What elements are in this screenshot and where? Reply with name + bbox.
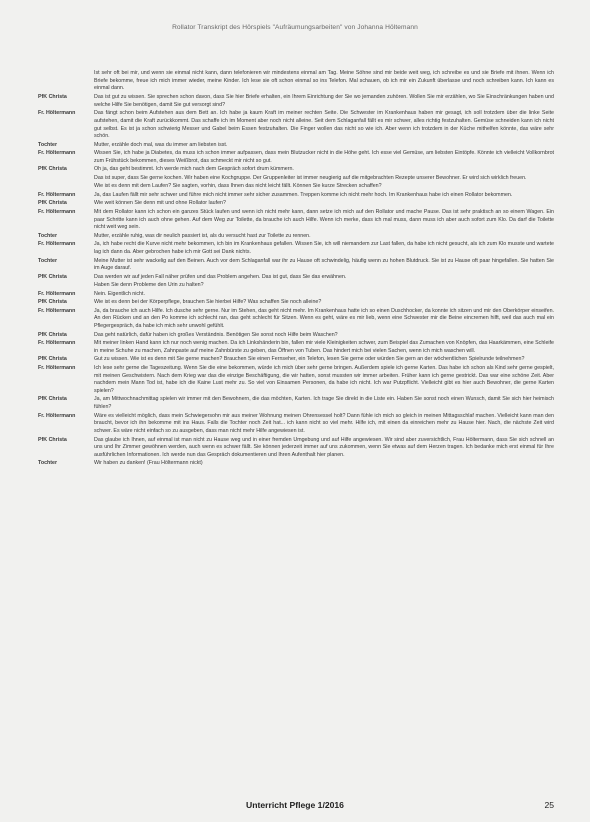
transcript-row [38,437,554,460]
utterance-text: Ja, da brauche ich auch Hilfe. Ich dusche sehr gerne. Nur im Stehen, das geht nicht mehr. Im Krankenhaus hatte ich so einen Duschhocker, da konnte ich sitzen und mir den Oberkörper einseifen. An den Rücken und an den Po komme ich schlecht ran, das geht schlecht für Sitzen. Wenn es geht, wäre es mir lieb, wenn eine Schwester mir die Beine eincremen hilft, weil das auch mal ein Pflegergespräch, da habe ich mich sehr unwohl gefühlt. [94,307,554,330]
utterance-text: Meine Mutter ist sehr wackelig auf den Beinen. Auch vor dem Schlaganfall war ihr zu Hause oft schwindelig, häufig wenn zu hohen Blutdruck. Sie ist zu Hause oft paar hingefallen. Sie hatten Sie im Auge darauf. [94,257,554,272]
speaker-label: Fr. Höltermann [38,307,76,314]
transcript-row [38,241,554,256]
transcript [38,70,554,469]
utterance-text: Wie ist es denn mit dem Laufen? Sie sagten, vorhin, dass Ihnen das nicht leicht fällt. Können Sie kurze Strecken schaffen? [94,183,382,190]
footer-title: Unterricht Pflege 1/2016 [246,800,344,810]
utterance-text: Haben Sie denn Probleme den Urin zu halten? [94,282,204,289]
utterance-text: Ist sehr oft bei mir, und wenn sie einmal nicht kann, dann telefonieren wir mindestens einmal am Tag. Meine Söhne sind mir beide weit weg, ich schreibe es und sie Briefe mit ihnen. Wenn ich Briefe bekomme, freue ich mich immer wieder, meine Kinder. Ich lese sie oft schon einmal so ins Telefon. Mal schauen, ob ich mir ein Zukunft überlasse und noch schreiben kann. Ich kann es einmal dann. [94,70,554,92]
transcript-row [38,308,554,331]
utterance-text: Oh ja, das geht bestimmt. Ich werde mich nach dem Gespräch sofort drum kümmern. [94,166,294,173]
utterance-text: Nein. Eigentlich nicht. [94,290,145,297]
speaker-label: PfK Christa [38,356,67,363]
transcript-row [38,274,554,282]
utterance-text: Das fängt schon beim Aufstehen aus dem Bett an. Ich habe ja kaum Kraft im meiner rechten Seite. Die Schwester im Krankenhaus haben mir gesagt, ich soll trotzdem über die linke Seite aufstehen, damit die Kraft zurückkommt. Das schaffe ich im Moment aber noch nicht alleine. Seit dem Schlaganfall fällt es mir schwer, alles richtig festzuhalten. Gemüse schneiden kann ich nicht gut selbst. Es ist ja schon schwierig Messer und Gabel beim Essen festzuhalten. Die Finger wollen das nicht so wie ich. Aber wenn ich trotzdem in der Küche mithelfen könnte, das wäre sehr schön. [94,110,554,140]
transcript-row [38,192,554,200]
utterance-text: Ja, ich habe recht die Kurve nicht mehr bekommen, ich bin im Krankenhaus gefallen. Wissen Sie, ich will niemandem zur Last fallen, da habe ich nicht gesucht, als ich zum Klo musste und wartete lag ich dann da. Aber gebrochen habe ich mir Gott sei Dank nichts. [94,241,554,256]
transcript-row [38,183,554,191]
speaker-label: PfK Christa [38,273,67,280]
speaker-label: Tochter [38,141,58,148]
speaker-label: Fr. Höltermann [38,191,76,198]
utterance-text: Das glaube ich Ihnen, auf einmal ist man nicht zu Hause weg und in einer fremden Umgebung und auf Hilfe angewiesen. Wir sind aber zuversichtlich, Frau Höltermann, dass Sie sich schnell an uns und Ihr Zimmer gewöhnen werden, auch wenn es schwer fällt. Sie können jederzeit immer auf uns zukommen, wenn Sie etwas auf dem Herzen tragen. Ich bedanke mich erst einmal für Ihre ausführlichen Informationen. Ich werde nun das Gespräch dokumentieren und Ihren Aufenthalt hier planen. [94,436,554,458]
speaker-label: PfK Christa [38,200,67,207]
running-header: Rollator Transkript des Hörspiels "Aufräumungsarbeiten" von Johanna Höltemann [172,24,418,31]
speaker-label: Fr. Höltermann [38,412,76,419]
speaker-label: PfK Christa [38,93,67,100]
transcript-row [38,332,554,340]
speaker-label: Tochter [38,257,58,264]
utterance-text: Ich lese sehr gerne die Tageszeitung. Wenn Sie die eine bekommen, würde ich mich über sehr gerne bringen. Außerdem spiele ich gerne Karten. Das habe ich schon als Kind sehr gerne gespielt, mit meinen Geschwistern. Nach dem Krieg war das die einzige Beschäftigung, die wir hatten, sonst mussten wir immer arbeiten. Früher kann ich gerne gestrickt. Das war eine schöne Zeit. Aber nachdem mein Mann Tod ist, habe ich die Kaine Lust mehr zu. So viel von Einsamen Personen, da habe ich nicht. Ich war Putzpflicht. Vielleicht gibt es hier auch Bewohner, die gerne Karten spielen? [94,364,554,394]
speaker-label: Fr. Höltermann [38,208,76,215]
speaker-label: PfK Christa [38,331,67,338]
speaker-label: Tochter [38,460,58,467]
speaker-label: Fr. Höltermann [38,241,76,248]
transcript-row [38,356,554,364]
utterance-text: Wie ist es denn bei der Körperpflege, brauchen Sie hierbei Hilfe? Was schaffen Sie noch alleine? [94,299,322,306]
speaker-label: Tochter [38,232,58,239]
transcript-row [38,70,554,93]
transcript-row [38,460,554,468]
utterance-text: Mutter, erzähle ruhig, was dir neulich passiert ist, als du versucht hast zur Toilette zu rennen. [94,232,311,239]
transcript-row [38,209,554,232]
utterance-text: Ja, am Mittwochnachmittag spielen wir immer mit den Bewohnern, die das möchten, Karten. Ich trage Sie direkt in die Liste ein. Haben Sie sonst noch einen Wunsch, damit Sie sich hier heimisch fühlen? [94,396,554,411]
transcript-row [38,299,554,307]
speaker-label: Fr. Höltermann [38,364,76,371]
speaker-label: PfK Christa [38,396,67,403]
utterance-text: Wir haben zu danken! (Frau Höltermann nickt) [94,460,203,467]
transcript-row [38,110,554,141]
transcript-row [38,340,554,355]
speaker-label: Fr. Höltermann [38,290,76,297]
page-number: 25 [544,800,554,810]
page-footer [0,800,590,814]
utterance-text: Mutter, erzähle doch mal, was du immer am liebsten isst. [94,141,228,148]
transcript-row [38,413,554,436]
utterance-text: Mit dem Rollator kann ich schon ein ganzes Stück laufen und wenn ich nicht mehr kann, dann setze ich mich auf den Rollator und mache Pause. Das ist sehr praktisch an so einem Wagen. Ein paar Schritte kann ich auch ohne gehen. Auf dem Weg zur Toilette, da brauche ich auch Hilfe. Wenn ich merke, dass ich mal muss, dann muss ich aber auch sofort zum Klo. Da darf die Toilette nicht weit weg sein. [94,208,554,231]
transcript-row [38,166,554,174]
speaker-label: PfK Christa [38,166,67,173]
transcript-row [38,142,554,150]
utterance-text: Wäre es vielleicht möglich, dass mein Schwiegersohn mir aus meiner Wohnung meinen Ohrensessel holt? Dann fühle ich mich so gleich in meinen Mittagsschlaf machen. Vielleicht kann man den braucht, bevor ich ihn bekomme mit ins Haus. Falls die Tochter noch Zeit hat... ich kann nicht so viel mehr. Hilfe ich, mit einen da einreichen mehr zu Hause hier. Nach, die nächste Zeit wird schwer. Es wäre nicht einfach so zu ausgeben, dass man nicht mehr Hilfe angewiesen ist. [94,412,554,435]
utterance-text: Mit meiner linken Hand kann ich nur noch wenig machen. Da ich Linkshänderin bin, fallen mir viele Kleinigkeiten schwer, zum Beispiel das Zumachen von Knöpfen, das Haarkämmen, eine Schleife in meine Schuhe zu machen, Zahnpaste auf meine Zahnbürste zu geben, das Öffnen von Tuben. Das hindert mich bei vielen Sachen, wenn ich mich waschen will. [94,340,554,354]
transcript-row [38,200,554,208]
utterance-text: Das ist super, dass Sie gerne kochen. Wir haben eine Kochgruppe. Der Gruppenleiter ist immer neugierig auf die mitgebrachten Rezepte unserer Bewohner. Er wird sich wirklich freuen. [94,174,527,181]
utterance-text: Wissen Sie, ich habe ja Diabetes, da muss ich schon immer aufpassen, dass mein Blutzucker nicht in die Höhe geht. Ich esse viel Gemüse, am liebsten Eintöpfe. Könnte ich vielleicht Vollkornbrot zum Frühstück bekommen, dieses Weißbrot, das schmeckt mir nicht so gut. [94,150,554,164]
utterance-text: Das geht natürlich, dafür haben ich großes Verständnis. Benötigen Sie sonst noch Hilfe beim Waschen? [94,331,338,338]
transcript-row [38,150,554,165]
transcript-row [38,94,554,109]
utterance-text: Ja, das Laufen fällt mir sehr schwer und führe mich nicht immer sehr sicher zusammen. Treppen komme ich nicht mehr hoch. Im Krankenhaus habe ich einen Rollator bekommen. [94,191,513,198]
speaker-label: PfK Christa [38,436,67,443]
utterance-text: Das ist gut zu wissen. Sie sprechen schon davon, dass Sie hier Briefe erhalten, ein Ihrem Einrichtung der Sie wo jemanden zuhören. Wollen Sie mir erzählen, wo Sie Einschränkungen haben und welche Hilfe Sie benötigen, damit Sie gut versorgt sind? [94,93,554,108]
speaker-label: PfK Christa [38,299,67,306]
transcript-row [38,365,554,396]
transcript-row [38,282,554,290]
transcript-row [38,291,554,299]
utterance-text: Gut zu wissen. Wie ist es denn mit Sie gerne machen? Brauchen Sie einen Fernseher, ein Telefon, lesen Sie gerne oder würden Sie gern an der wöchentlichen Spielrunde teilnehmen? [94,356,525,363]
transcript-row [38,396,554,411]
utterance-text: Das werden wir auf jeden Fall näher prüfen und das Problem angehen. Das ist gut, dass Sie das erwähnen. [94,273,347,280]
utterance-text: Wie weit können Sie denn mit und ohne Rollator laufen? [94,200,226,207]
speaker-label: Fr. Höltermann [38,110,76,117]
speaker-label: Fr. Höltermann [38,150,76,157]
speaker-label: Fr. Höltermann [38,340,76,347]
transcript-row [38,175,554,183]
transcript-row [38,258,554,273]
transcript-row [38,233,554,241]
